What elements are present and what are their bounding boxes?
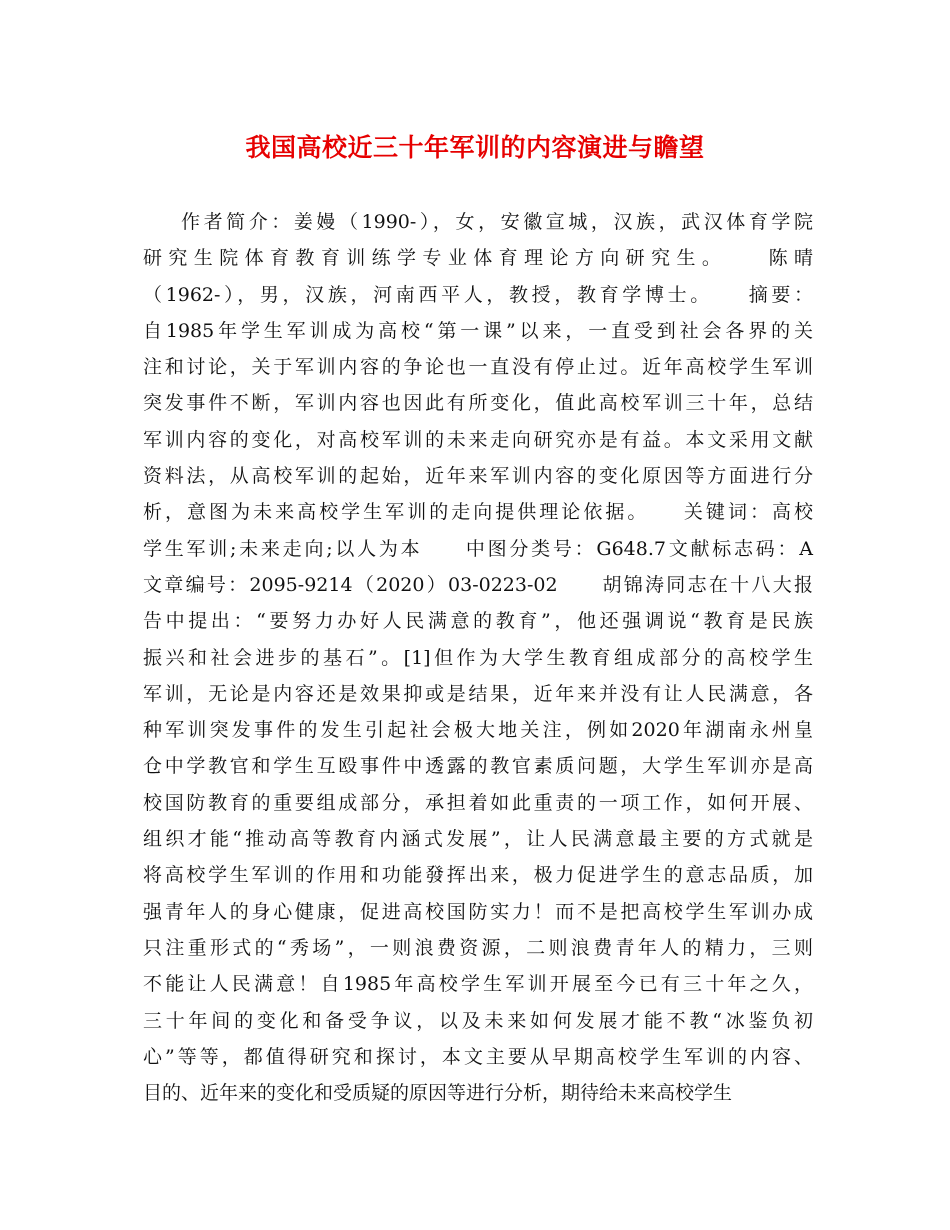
body-text-line: 仓中学教官和学生互殴事件中透露的教官素质问题，大学生军训亦是高 [143,755,813,778]
body-text-line: 组织才能“推动高等教育内涵式发展”，让人民满意最主要的方式就是 [143,828,813,851]
body-text-line: 不能让人民满意！自1985年高校学生军训开展至今已有三十年之久， [143,973,813,996]
body-text-line: 目的、近年来的变化和受质疑的原因等进行分析，期待给未来高校学生 [143,1082,733,1105]
body-text-line: 资料法，从高校军训的起始，近年来军训内容的变化原因等方面进行分 [143,465,813,488]
body-text-line: 种军训突发事件的发生引起社会极大地关注，例如2020年湖南永州皇 [143,719,813,742]
body-text-line: 研究生院体育教育训练学专业体育理论方向研究生。 陈晴 [143,247,813,270]
body-text-line: 军训内容的变化，对高校军训的未来走向研究亦是有益。本文采用文献 [143,428,813,451]
body-text-line: 注和讨论，关于军训内容的争论也一直没有停止过。近年高校学生军训 [143,356,813,379]
body-text-line: 校国防教育的重要组成部分，承担着如此重责的一项工作，如何开展、 [143,791,813,814]
body-text-line: 将高校学生军训的作用和功能發挥出来，极力促进学生的意志品质，加 [143,864,813,887]
body-text-line: 析，意图为未来高校学生军训的走向提供理论依据。 关键词：高校 [143,501,813,524]
body-text-line: 军训，无论是内容还是效果抑或是结果，近年来并没有让人民满意，各 [143,682,813,705]
document-body [143,204,813,1111]
body-text-line: 作者简介：姜嫚（1990-），女，安徽宣城，汉族，武汉体育学院 [181,211,813,233]
body-text-line: 心”等等，都值得研究和探讨，本文主要从早期高校学生军训的内容、 [143,1045,813,1068]
body-text-line: 学生军训;未来走向;以人为本 中图分类号：G648.7文献标志码：A [143,537,813,560]
body-text-line: 文章编号：2095-9214（2020）03-0223-02 胡锦涛同志在十八大报 [143,573,813,596]
body-text-line: 只注重形式的“秀场”，一则浪费资源，二则浪费青年人的精力，三则 [143,936,813,959]
body-text-line: 告中提出：“要努力办好人民满意的教育”，他还强调说“教育是民族 [143,610,813,633]
body-text-line: 振兴和社会进步的基石”。[1]但作为大学生教育组成部分的高校学生 [143,646,813,669]
body-text-line: 突发事件不断，军训内容也因此有所变化，值此高校军训三十年，总结 [143,392,813,415]
body-text-line: （1962-），男，汉族，河南西平人，教授，教育学博士。 摘要： [143,283,813,306]
body-text-line: 三十年间的变化和备受争议，以及未来如何发展才能不教“冰鉴负初 [143,1009,813,1032]
document-title: 我国高校近三十年军训的内容演进与瞻望 [245,133,705,162]
body-text-line: 强青年人的身心健康，促进高校国防实力！而不是把高校学生军训办成 [143,900,813,923]
body-text-line: 自1985年学生军训成为高校“第一课”以来，一直受到社会各界的关 [143,319,813,342]
